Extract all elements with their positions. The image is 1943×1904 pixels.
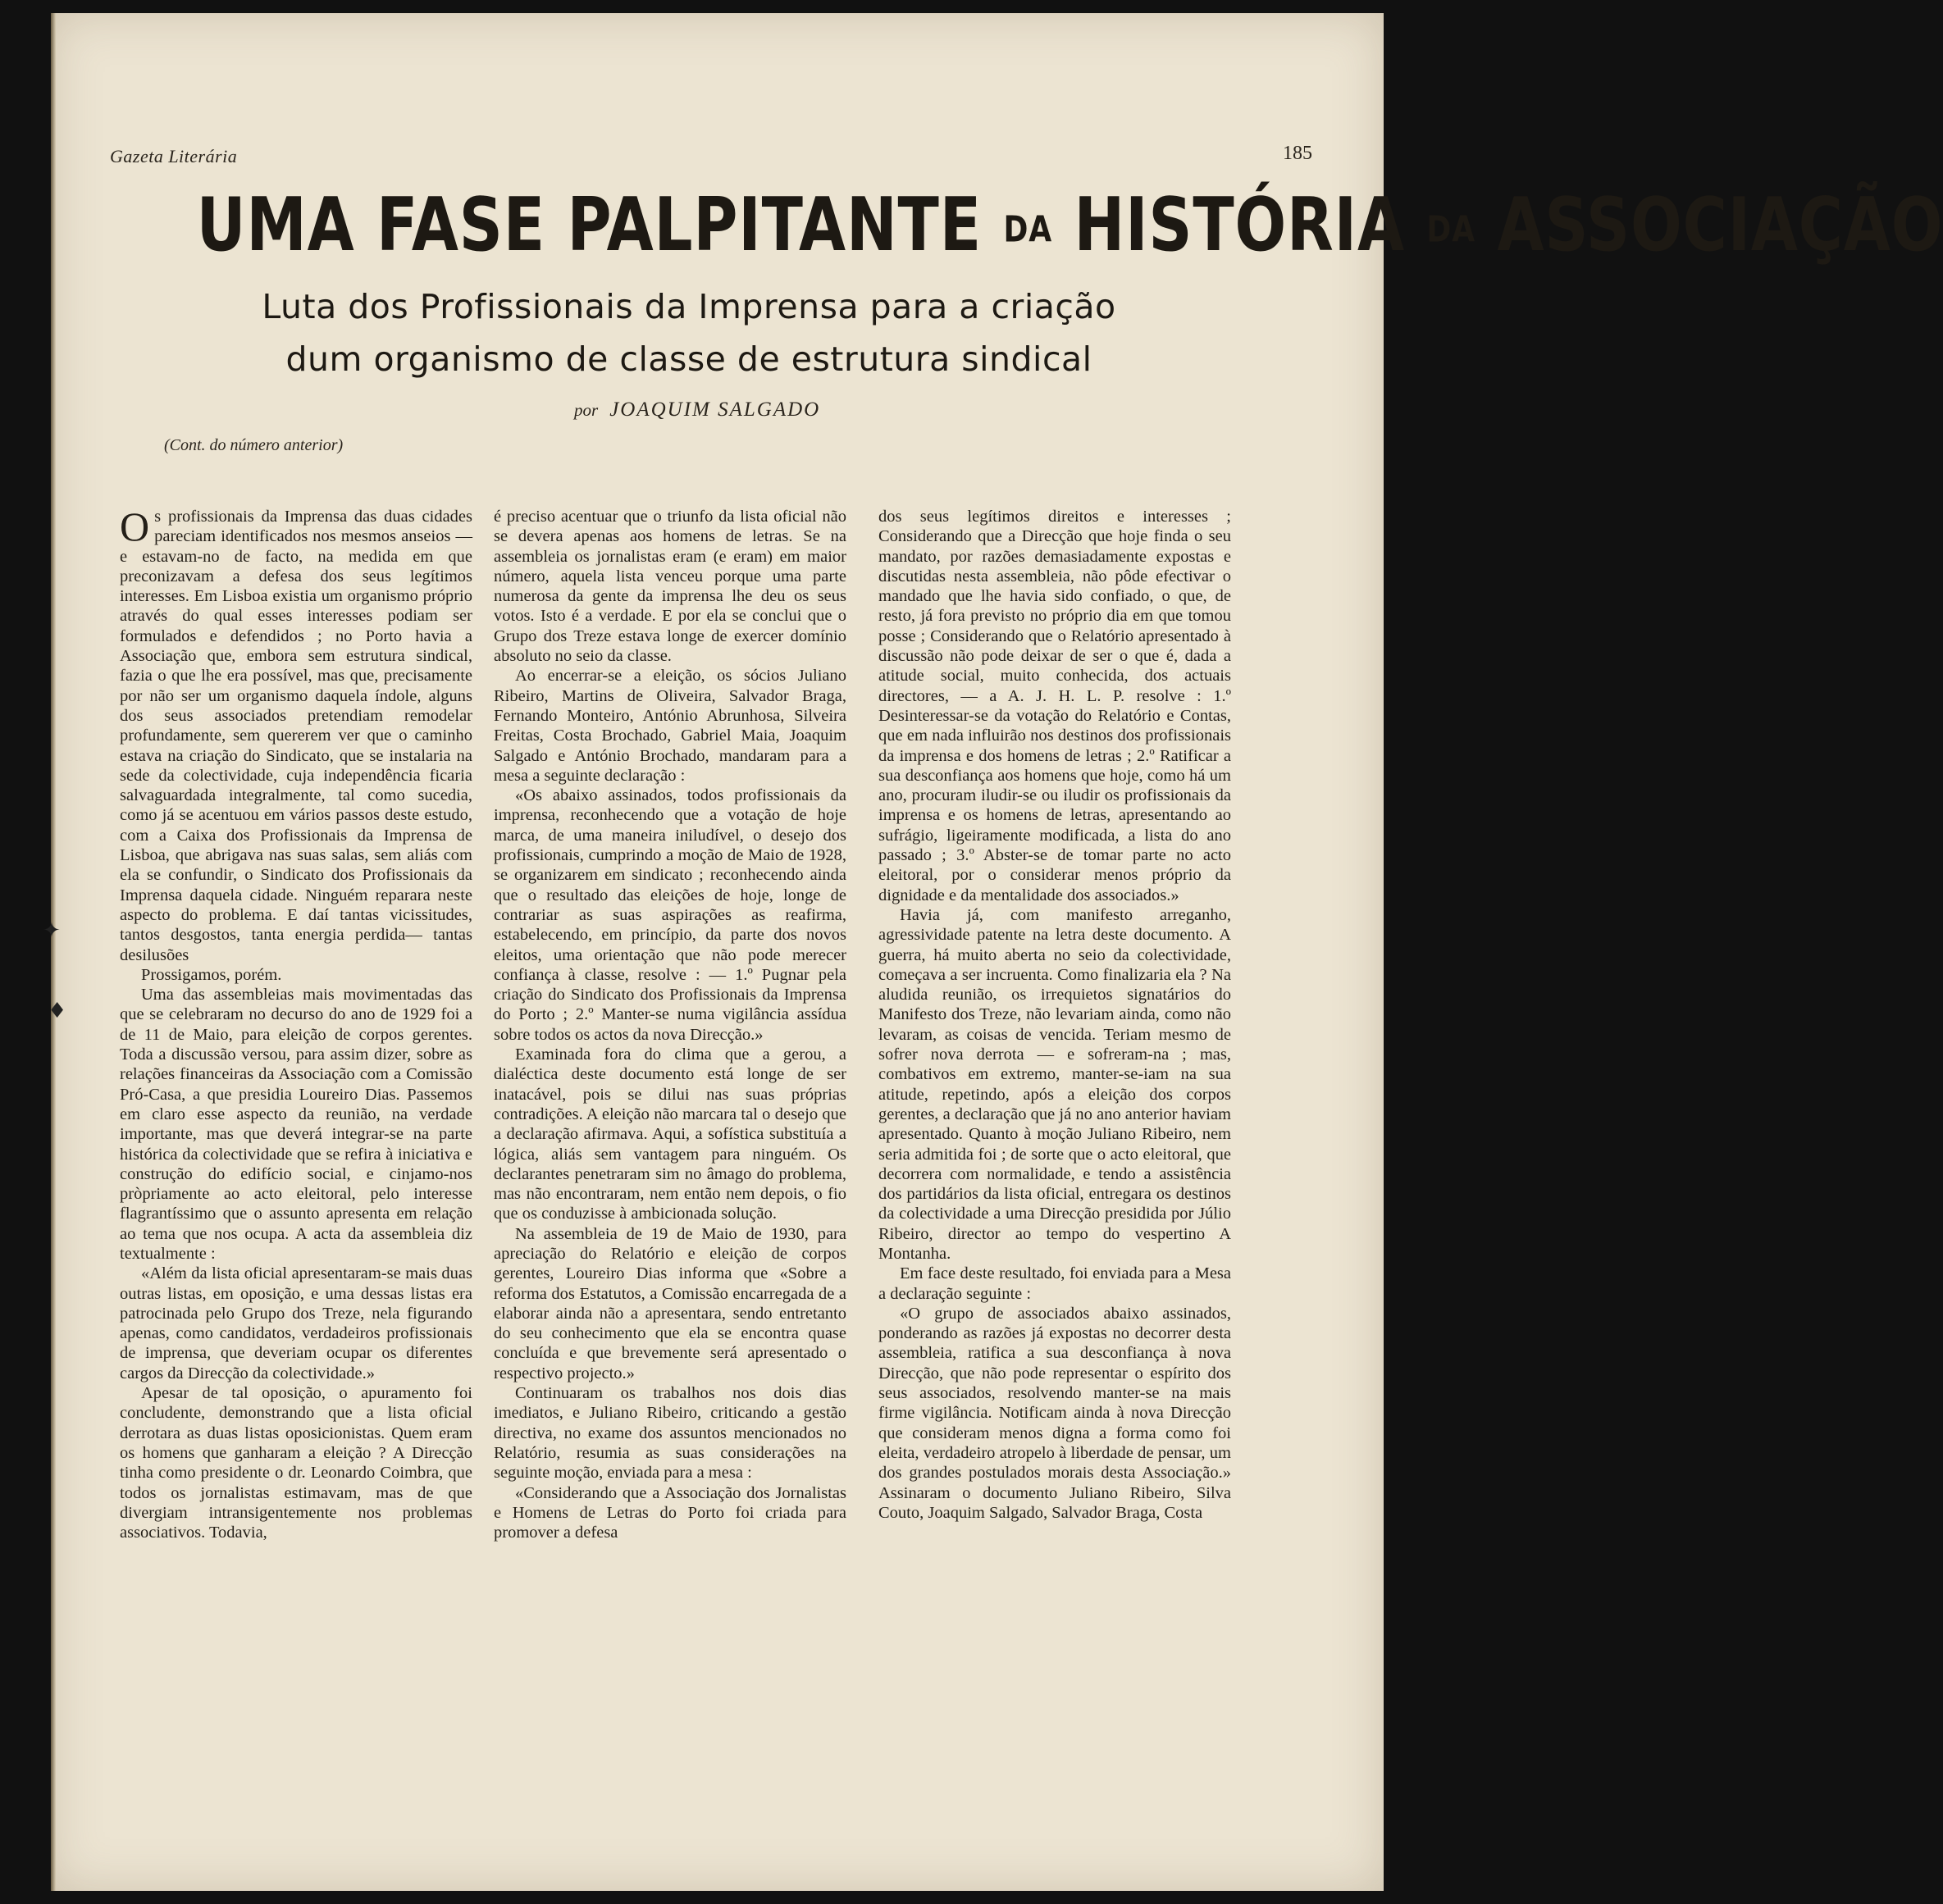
paragraph: «Considerando que a Associação dos Jornalistas e Homens de Letras do Porto foi criada para promover a defesa xyxy=(494,1483,846,1542)
paragraph: Uma das assembleias mais movimentadas das que se celebraram no decurso do ano de 1929 foi a de 11 de Maio, para eleição de corpos gerentes. Toda a discussão versou, para assim dizer, sobre as relações financeiras da Associação com a Comissão Pró-Casa, a que presidia Loureiro Dias. Passemos em claro esse aspecto da reunião, na verdade importante, mas que deverá integrar-se na parte histórica da colectividade que se refira à iniciativa e construção do edifício social, e cinjamo-nos pròpriamente ao acto eleitoral, pelo interesse flagrantíssimo que o assunto apresenta em relação ao tema que nos ocupa. A acta da assembleia diz textualmente : xyxy=(120,986,472,1263)
paragraph: Havia já, com manifesto arreganho, agressividade patente na letra deste documento. A guerra, há muito aberta no seio da colectividade, começava a ser incruenta. Como finalizaria ela ? Na aludida reunião, os irrequietos signatários do Manifesto dos Treze, não levariam ainda, como não levaram, as coisas de vencida. Teriam mesmo de sofrer nova derrota — e sofreram-na ; mas, combativos em extremo, manter-se-iam na sua atitude, repetindo, após a eleição dos corpos gerentes, a declaração que já no ano anterior haviam apresentado. Quanto à moção Juliano Ribeiro, nem seria admitida foi ; de sorte que o acto eleitoral, que decorrera com normalidade, e tendo a assistência dos partidários da lista oficial, entregara os destinos da colectividade a uma Direcção presidida por Júlio Ribeiro, director ao tempo do vespertino A Montanha. xyxy=(878,905,1231,1263)
paragraph: dos seus legítimos direitos e interesses ; Considerando que a Direcção que hoje finda o seu mandato, por razões demasiadamente expostas e discutidas nesta assembleia, não pôde efectivar o mandado que lhe havia sido confiado, o que, de resto, já fora previsto no próprio dia em que tomou posse ; Considerando que o Relatório apresentado à discussão não pode deixar de ser o que é, dada a atitude social, muito conhecida, dos actuais directores, — a A. J. H. L. P. resolve : 1.º Desinteressar-se da votação do Relatório e Contas, que em nada influirão nos destinos dos profissionais da imprensa e dos homens de letras ; 2.º Ratificar a sua desconfiança aos homens que hoje, como há um ano, procuram iludir-se ou iludir os profissionais da imprensa e os homens de letras, apresentando ao sufrágio, ligeiramente modificada, a lista do ano passado ; 3.º Abster-se de tomar parte no acto eleitoral, por o considerar menos próprio da dignidade e da mentalidade dos associados.» xyxy=(878,508,1231,904)
paragraph: «Os abaixo assinados, todos profissionais da imprensa, reconhecendo que a votação de hoje marca, de uma maneira iniludível, o desejo dos profissionais, cumprindo a moção de Maio de 1928, se organizarem em sindicato ; reconhecendo ainda que o resultado das eleições de hoje, longe de contrariar as suas aspirações as reafirma, estabelecendo, em princípio, da parte dos novos eleitos, uma orientação que não pode merecer confiança à classe, resolve : — 1.º Pugnar pela criação do Sindicato dos Profissionais da Imprensa do Porto ; 2.º Manter-se numa vigilância assídua sobre todos os actos da nova Direcção.» xyxy=(494,786,846,1044)
author-name: JOAQUIM SALGADO xyxy=(609,399,821,421)
text-column-1 xyxy=(120,503,472,1542)
text-column-2 xyxy=(494,507,846,1542)
paragraph: Prossigamos, porém. xyxy=(141,965,282,984)
drop-cap: O xyxy=(120,503,150,549)
paragraph: Em face deste resultado, foi enviada para a Mesa a declaração seguinte : xyxy=(878,1264,1231,1303)
running-title: Gazeta Literária xyxy=(110,146,238,166)
headline-da1: DA xyxy=(1003,208,1052,251)
byline xyxy=(574,399,820,421)
paragraph: Na assembleia de 19 de Maio de 1930, para apreciação do Relatório e eleição de corpos gerentes, Loureiro Dias informa que «Sobre a reforma dos Estatutos, a Comissão encarregada de a elaborar ainda não a apresentara, sendo entretanto do seu conhecimento que ela se encontra quase concluída e que brevemente será apresentado o respectivo projecto.» xyxy=(494,1224,846,1382)
page-number: 185 xyxy=(1283,143,1312,164)
article-subtitle xyxy=(205,280,1173,385)
paragraph: Continuaram os trabalhos nos dois dias imediatos, e Juliano Ribeiro, criticando a gestão directiva, no exame dos assuntos mencionados no Relatório, resumia as suas considerações na seguinte moção, enviada para a mesa : xyxy=(494,1384,846,1483)
subtitle-line1: Luta dos Profissionais da Imprensa para a criação xyxy=(262,287,1116,326)
subtitle-line2: dum organismo de classe de estrutura sindical xyxy=(285,339,1092,379)
paragraph: Examinada fora do clima que a gerou, a dialéctica deste documento está longe de ser inatacável, pois se dilui nas suas próprias contradições. A eleição não marcara tal o desejo que a declaração afirmava. Aqui, a sofística substituía a lógica, aliás sem vantagem para ninguém. Os declarantes penetraram sim no âmago do problema, mas não encontraram, nem então nem depois, o fio que os conduzisse à ambicionada solução. xyxy=(494,1045,846,1223)
continued-note: (Cont. do número anterior) xyxy=(164,436,344,454)
paragraph: Os profissionais da Imprensa das duas cidades pareciam identificados nos mesmos anseios — e estavam-no de facto, na medida em que preconizavam a defesa dos seus legítimos interesses. Em Lisboa existia um organismo próprio através do qual esses interesses podiam ser formulados e defendidos ; no Porto havia a Associação que, embora sem estrutura sindical, fazia o que lhe era possível, mas que, precisamente por não ser um organismo daquela índole, alguns dos seus associados pretendiam remodelar profundamente, sem quererem ver que o caminho estava na criação do Sindicato, que se instalaria na sede da colectividade, cuja independência ficaria salvaguardada integralmente, tal como sucedia, como já se acentuou em vários passos deste estudo, com a Caixa dos Profissionais da Imprensa de Lisboa, que abrigava nas suas salas, sem aliás com ela se confundir, o Sindicato dos Profissionais da Imprensa daquela cidade. Ninguém reparara neste aspecto do problema. E daí tantas vicissitudes, tantos desgostos, tanta energia perdida— tantas desilusões xyxy=(120,503,472,964)
headline-part3: ASSOCIAÇÃO xyxy=(1497,182,1943,268)
paragraph: «O grupo de associados abaixo assinados, ponderando as razões já expostas no decorrer desta assembleia, ratifica a sua desconfiança à nova Direcção, que não pode representar o espírito dos seus associados, resolvendo manter-se na mais firme vigilância. Notificam ainda à nova Direcção que consideram menos digna a forma como foi eleita, verdadeiro atropelo à liberdade de pensar, um dos grandes postulados morais desta Associação.» Assinaram o documento Juliano Ribeiro, Silva Couto, Joaquim Salgado, Salvador Braga, Costa xyxy=(878,1304,1231,1522)
byline-prefix: por xyxy=(574,400,599,420)
article-headline xyxy=(196,182,1943,268)
headline-part1: UMA FASE PALPITANTE xyxy=(196,182,982,268)
binding-mark-icon: ✦ xyxy=(43,918,61,943)
binding-mark-icon: ♦ xyxy=(48,999,67,1023)
headline-part2: HISTÓRIA xyxy=(1074,182,1405,268)
binding-gutter xyxy=(51,13,56,1891)
paragraph: Ao encerrar-se a eleição, os sócios Juliano Ribeiro, Martins de Oliveira, Salvador Braga, Fernando Monteiro, António Abrunhosa, Silveira Freitas, Costa Brochado, Gabriel Maia, Joaquim Salgado e António Brochado, mandaram para a mesa a seguinte declaração : xyxy=(494,667,846,785)
paragraph: «Além da lista oficial apresentaram-se mais duas outras listas, em oposição, e uma dessas listas era patrocinada pelo Grupo dos Treze, nela figurando apenas, como candidatos, verdadeiros profissionais de imprensa, que deveriam ocupar os diferentes cargos da Direcção da colectividade.» xyxy=(120,1264,472,1382)
paragraph: é preciso acentuar que o triunfo da lista oficial não se devera apenas aos homens de letras. Se na assembleia os jornalistas eram (e eram) em maior número, aquela lista venceu porque uma parte numerosa da gente da imprensa lhe deu os seus votos. Isto é a verdade. E por ela se conclui que o Grupo dos Treze estava longe de exercer domínio absoluto no seio da classe. xyxy=(494,508,846,666)
text-column-3 xyxy=(878,507,1231,1523)
headline-da2: DA xyxy=(1426,208,1475,251)
paragraph: Apesar de tal oposição, o apuramento foi concludente, demonstrando que a lista oficial derrotara as duas listas oposicionistas. Quem eram os homens que ganharam a eleição ? A Direcção tinha como presidente o dr. Leonardo Coimbra, que todos os jornalistas estimavam, mas de que divergiam intransigentemente nos problemas associativos. Todavia, xyxy=(120,1384,472,1542)
